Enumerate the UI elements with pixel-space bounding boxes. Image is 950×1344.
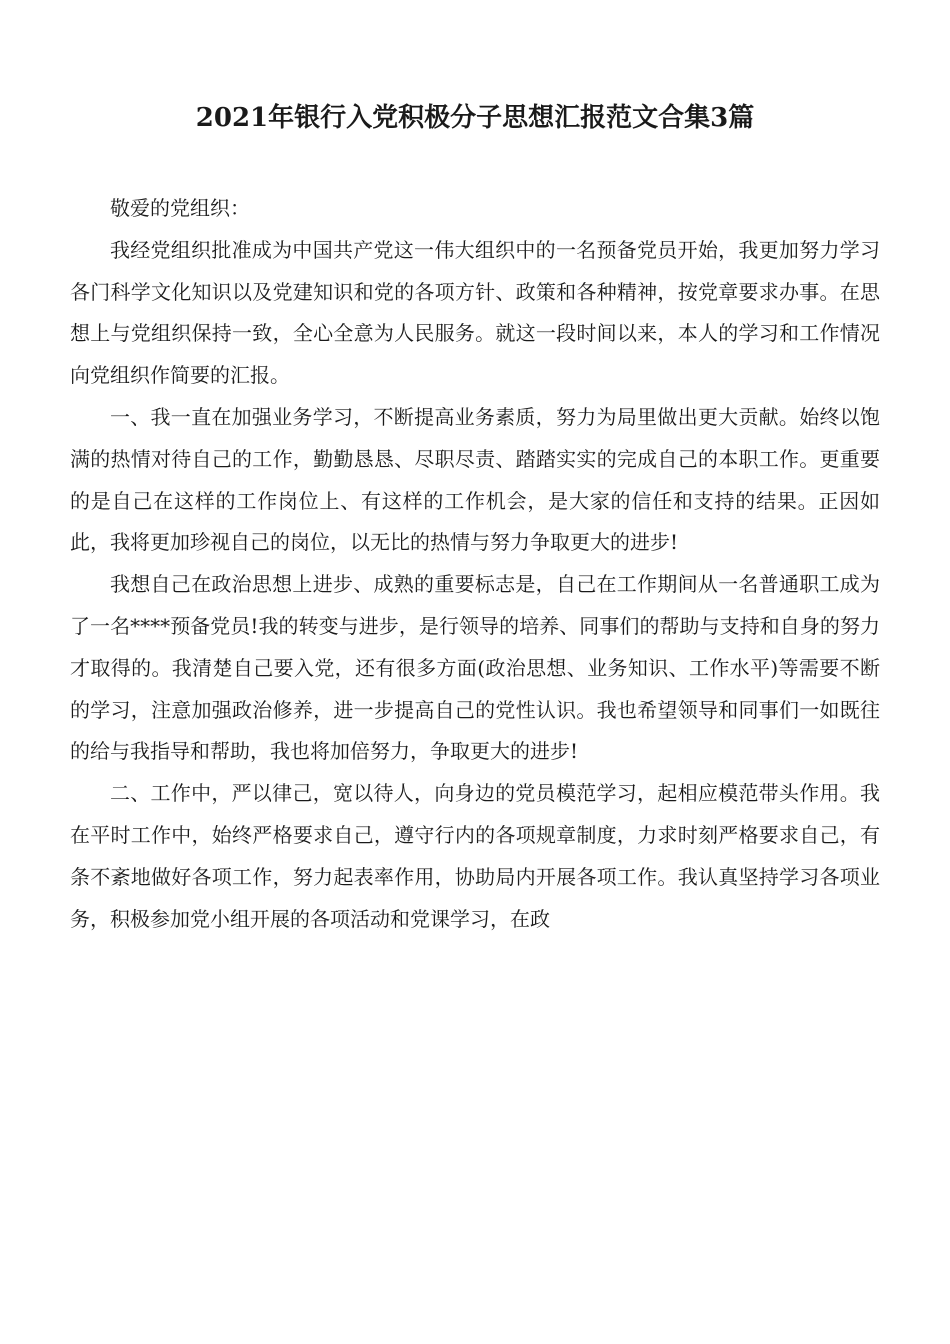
document-body: [70, 188, 880, 940]
paragraph-intro: 我经党组织批准成为中国共产党这一伟大组织中的一名预备党员开始，我更加努力学习各门科学文化知识以及党建知识和党的各项方针、政策和各种精神，按党章要求办事。在思想上与党组织保持一致，全心全意为人民服务。就这一段时间以来，本人的学习和工作情况向党组织作简要的汇报。: [70, 237, 880, 388]
paragraph-section-two: 二、工作中，严以律己，宽以待人，向身边的党员模范学习，起相应模范带头作用。我在平时工作中，始终严格要求自己，遵守行内的各项规章制度，力求时刻严格要求自己，有条不紊地做好各项工作，努力起表率作用，协助局内开展各项工作。我认真坚持学习各项业务，积极参加党小组开展的各项活动和党课学习，在政: [70, 781, 880, 931]
document-title: 2021年银行入党积极分子思想汇报范文合集3篇: [195, 103, 755, 133]
salutation: 敬爱的党组织：: [110, 196, 250, 220]
paragraph-progress: 我想自己在政治思想上进步、成熟的重要标志是，自己在工作期间从一名普通职工成为了一名****预备党员!我的转变与进步，是行领导的培养、同事们的帮助与支持和自身的努力才取得的。我清楚自己要入党，还有很多方面(政治思想、业务知识、工作水平)等需要不断的学习，注意加强政治修养，进一步提高自己的党性认识。我也希望领导和同事们一如既往的给与我指导和帮助，我也将加倍努力，争取更大的进步!: [70, 572, 880, 764]
paragraph-section-one: 一、我一直在加强业务学习，不断提高业务素质，努力为局里做出更大贡献。始终以饱满的热情对待自己的工作，勤勤恳恳、尽职尽责、踏踏实实的完成自己的本职工作。更重要的是自己在这样的工作岗位上、有这样的工作机会，是大家的信任和支持的结果。正因如此，我将更加珍视自己的岗位，以无比的热情与努力争取更大的进步!: [70, 404, 880, 555]
